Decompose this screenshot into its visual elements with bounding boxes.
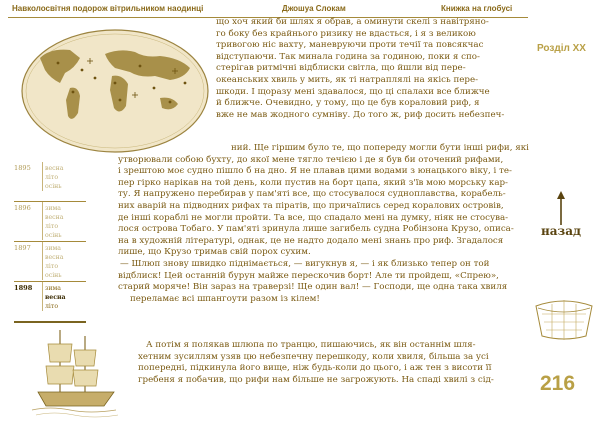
season: літо [45, 174, 59, 181]
text-line: А потім я полякав шлюпа по транцю, пишаючись, як він останнім шля- [146, 340, 476, 350]
timeline-year: 1896 [14, 204, 31, 212]
page-number: 216 [540, 372, 576, 395]
back-button[interactable] [540, 191, 590, 247]
header-series: Книжка на глобусі [441, 4, 513, 13]
timeline-row [14, 162, 86, 202]
timeline-seasons [42, 242, 85, 280]
season: осінь [45, 232, 62, 239]
text-line: попередні, підкинула його вище, ніж будь-коли до цього, і аж тен з висоти її [138, 363, 492, 374]
text-line: старий моряче! Він зараз на траверзі! Ще один вал! — Господи, ще одна така хвиля [118, 282, 508, 293]
header-book-title: Навколосвітня подорож вітрильником наодинці [12, 4, 204, 13]
world-map-illustration [20, 28, 210, 154]
timeline-seasons [42, 202, 85, 240]
season: зима [45, 245, 62, 252]
chapter-label: Розділ XX [537, 43, 586, 54]
timeline-year: 1898 [14, 284, 33, 292]
season: весна [45, 214, 64, 221]
text-line: стерігав ритмічні відблиски світла, що йшли від пере- [216, 63, 466, 74]
text-line: тривогою ніс вахту, маневруючи проти течії та повсякчас [216, 40, 484, 51]
timeline-row [14, 202, 86, 242]
text-line: на в художній літературі, однак, це не надто додало мені знань про риф. Згадалося [118, 235, 504, 246]
ship-hull-drawing [534, 286, 594, 344]
text-line: хетним зусиллям узяв цю небезпечну перешкоду, коли хвиля, більша за усі [138, 351, 489, 362]
back-label: назад [541, 224, 581, 238]
timeline-seasons [42, 282, 85, 311]
season: весна [45, 165, 64, 172]
season: літо [45, 303, 59, 310]
voyage-timeline [14, 162, 86, 323]
body-text-lower [118, 340, 528, 386]
season: осінь [45, 272, 62, 279]
text-line: гребеня я побачив, що рифи нам більше не загрожують. На спаді хвилі з сід- [138, 374, 494, 385]
season: осінь [45, 183, 62, 190]
text-line: вже не мав жодного сумніву. До того ж, риф досить небезпеч- [216, 109, 505, 120]
text-line: де інші кораблі не могли пройти. Та все, що спадало мені на думку, ніяк не стосува- [118, 212, 509, 223]
text-line: шкоди. І щоразу мені здавалося, що ці спалахи все ближче [216, 86, 490, 97]
timeline-year: 1895 [14, 164, 31, 172]
season: літо [45, 223, 59, 230]
header-author: Джошуа Слокам [282, 4, 346, 13]
season: зима [45, 285, 62, 292]
text-line: що хоч який би шлях я обрав, а оминути скелі з навітряно- [216, 17, 489, 27]
text-line: і зрештою моє судно пішло б на дно. Я не плавав цими водами з юнацького віку, і те- [118, 166, 512, 177]
text-line: лише, що Крузо тримав свій порох сухим. [118, 247, 311, 258]
body-text-wrapped [216, 17, 526, 121]
text-line: го боку без крайнього ризику не вдасться, і я з великою [216, 28, 476, 39]
text-line: переламає всі шпангоути разом із кілем! [130, 293, 320, 304]
text-line: — Шлюп знову швидко піднімається, — вигукнув я, — і як близько тепер он той [120, 258, 490, 269]
text-line: океанських хвиль у мить, як ті натраплялі на якісь пере- [216, 74, 479, 85]
timeline-year: 1897 [14, 244, 31, 252]
text-line: ний. Ще гіршим було те, що попереду могли бути інші рифи, які [231, 143, 529, 153]
body-text-full [118, 143, 528, 305]
text-line: й ближче. Очевидно, у тому, що це був кораловий риф, я [216, 98, 480, 109]
timeline-row-current [14, 282, 86, 323]
season-current: весна [45, 294, 66, 301]
timeline-row [14, 242, 86, 282]
text-line: них аварій на підводних рифах та піратів, що причаїлись серед коралових островів, [118, 200, 504, 211]
text-line: утворювали собою бухту, до якої мене тягло течією і де я був би оточений рифами, [118, 154, 504, 165]
text-line: лося острова Тобаго. У пам'яті зринула лише загибель судна Робінзона Крузо, описа- [118, 224, 514, 235]
sailing-ship-illustration [30, 322, 120, 422]
page-header [0, 0, 600, 17]
season: літо [45, 263, 59, 270]
text-line: відблиск! Цей останній бурун майже перескочив борт! Але ти пройдеш, «Спрею», [118, 270, 499, 281]
text-line: пер гірко нарікав на той день, коли пустив на борт цапа, який з'їв мою морську кар- [118, 177, 508, 188]
timeline-seasons [42, 162, 85, 191]
text-line: ту. Я напружено перебирав у пам'яті все, що стосувалося судноплавства, корабель- [118, 189, 506, 200]
season: зима [45, 205, 62, 212]
season: весна [45, 254, 64, 261]
up-arrow-icon [556, 191, 566, 225]
text-line: відступаючи. Так минала година за годиною, поки я спо- [216, 51, 480, 62]
